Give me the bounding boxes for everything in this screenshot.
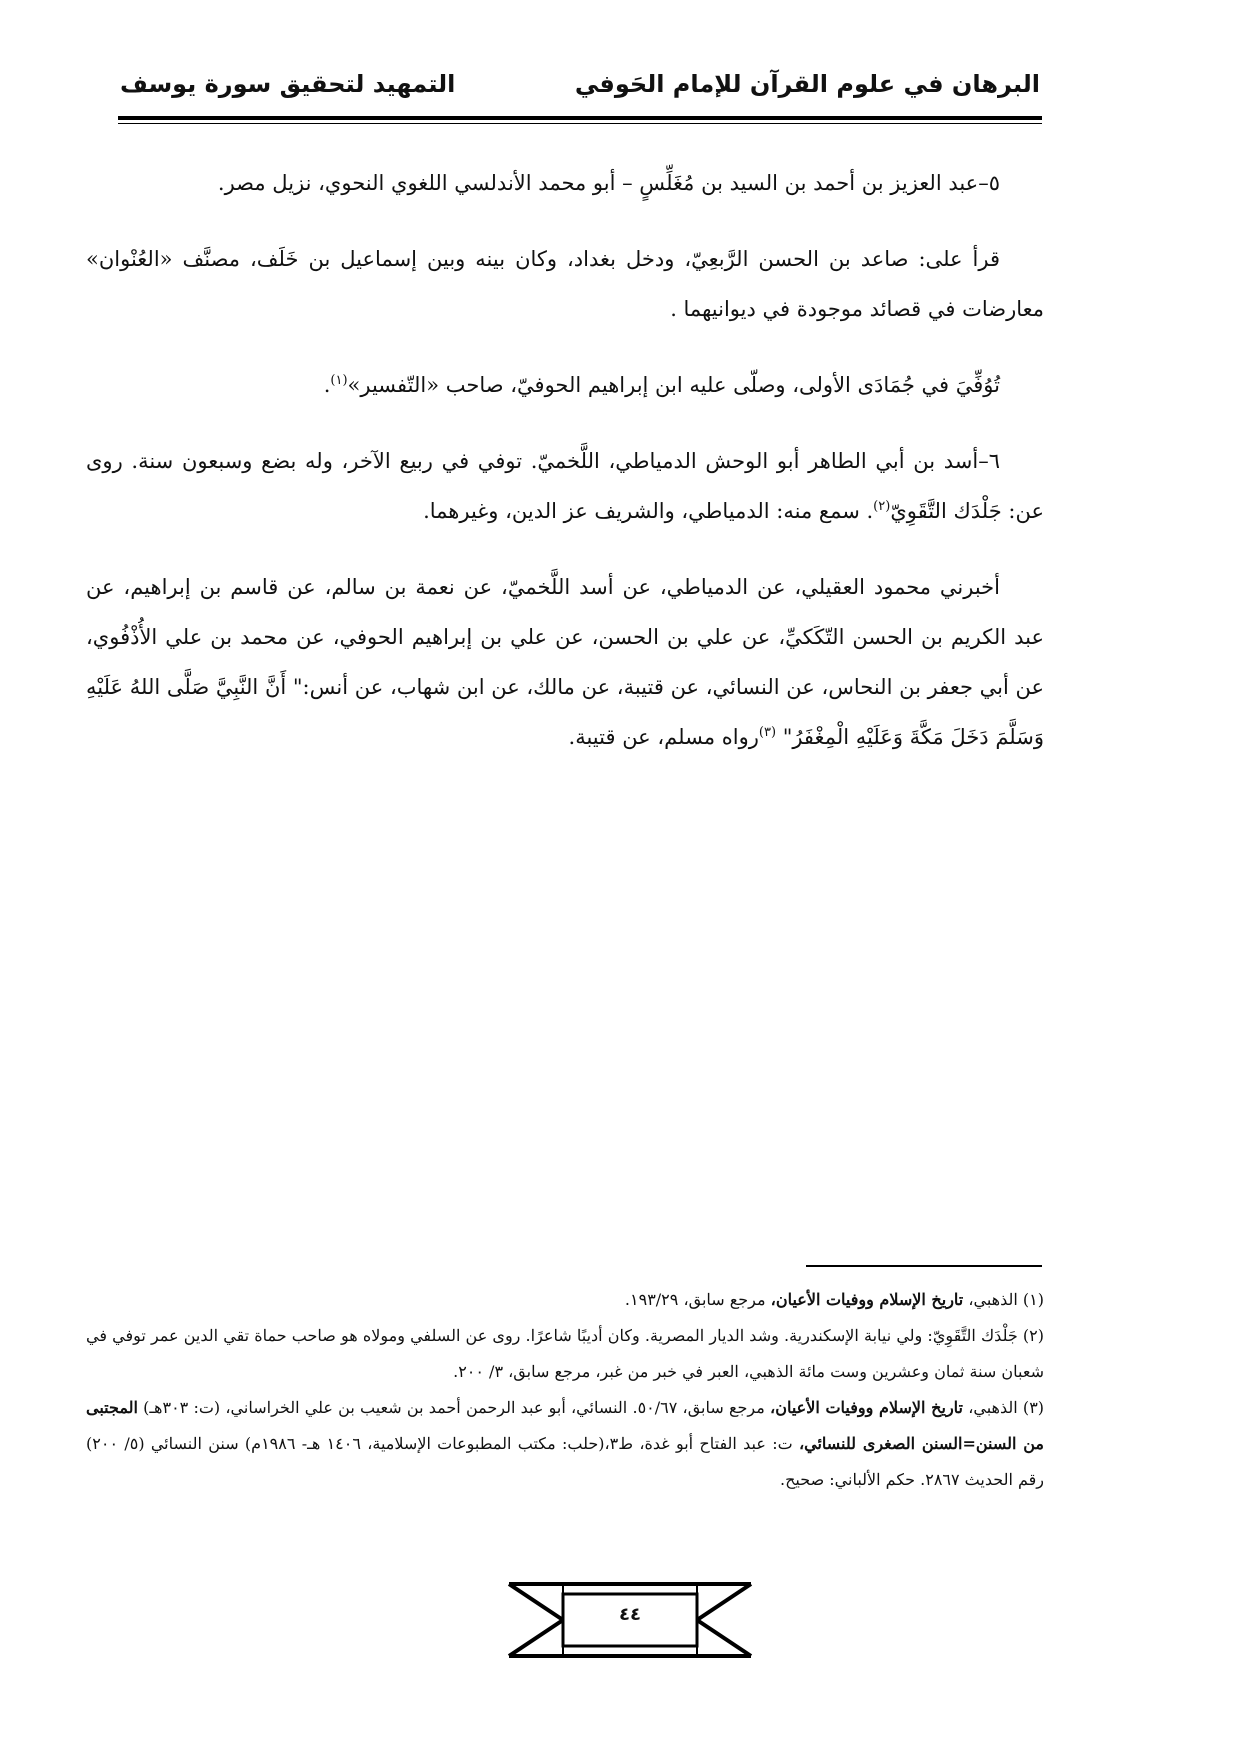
footnote-3 [86, 1390, 1044, 1498]
paragraph-3 [86, 360, 1044, 410]
running-header [120, 70, 1040, 110]
paragraph-4-end: . سمع منه: الدمياطي، والشريف عز الدين، وغيرهما. [423, 499, 874, 523]
footnote-3-title-2: المجتبى من السنن=السنن الصغرى للنسائي، [86, 1398, 1044, 1453]
footnote-ref-1[interactable]: (١) [330, 373, 348, 388]
page-number: ٤٤ [619, 1604, 641, 1625]
footnote-separator [806, 1265, 1042, 1267]
footnote-1 [86, 1282, 1044, 1318]
chapter-title: التمهيد لتحقيق سورة يوسف [120, 70, 456, 98]
header-rule-thick [118, 116, 1042, 120]
footnote-3-title: تاريخ الإسلام ووفيات الأعيان، [770, 1398, 964, 1417]
footnote-1-a: (١) الذهبي، [963, 1290, 1044, 1309]
footnote-2: (٢) جَلْدَك التَّقَوِيّ: ولي نيابة الإسكندرية. وشد الديار المصرية. وكان أديبًا شاعرًا. روى عن السلفي ومولاه هو صاحب حماة تقي الدين عمر توفي في شعبان سنة ثمان وعشرين وست مائة الذهبي، العبر في خبر من غبر، مرجع سابق، ٣/ ٢٠٠. [86, 1326, 1044, 1381]
footnote-3-c: مرجع سابق، ٥٠/٦٧. النسائي، أبو عبد الرحمن أحمد بن شعيب بن علي الخراساني، (ت: ٣٠٣هـ) [137, 1398, 771, 1417]
paragraph-3-end: . [323, 373, 331, 397]
paragraph-1: ٥–عبد العزيز بن أحمد بن السيد بن مُغَلِّسٍ – أبو محمد الأندلسي اللغوي النحوي، نزيل مصر. [217, 171, 1000, 195]
footnote-ref-2[interactable]: (٢) [873, 499, 891, 514]
footnote-ref-3[interactable]: (٣) [758, 725, 777, 740]
book-title: البرهان في علوم القرآن للإمام الحَوفي [574, 70, 1040, 98]
paragraph-2: قرأ على: صاعد بن الحسن الرَّبعِيّ، ودخل بغداد، وكان بينه وبين إسماعيل بن خَلَف، مصنَّف «العُنْوان» معارضات في قصائد موجودة في ديوانيهما . [86, 247, 1044, 321]
main-text [86, 158, 1044, 788]
footnote-3-e: ت: عبد الفتاح أبو غدة، ط٣،(حلب: مكتب المطبوعات الإسلامية، ١٤٠٦ هـ- ١٩٨٦م) سنن النسائي (٥/ ٢٠٠) رقم الحديث ٢٨٦٧. حكم الألباني: صحيح. [86, 1434, 1044, 1489]
paragraph-5-end: رواه مسلم، عن قتيبة. [568, 725, 759, 749]
footnote-1-c: مرجع سابق، ١٩٣/٢٩. [624, 1290, 771, 1309]
footnotes [86, 1282, 1044, 1498]
header-rule-thin [118, 123, 1042, 124]
paragraph-5-text: أخبرني محمود العقيلي، عن الدمياطي، عن أسد اللَّخميّ، عن نعمة بن سالم، عن قاسم بن إبراهيم، عن عبد الكريم بن الحسن التّكَكيِّ، عن علي بن الحسن، عن علي بن إبراهيم الحوفي، عن محمد بن علي الأُذْفُوي، عن أبي جعفر بن النحاس، عن النسائي، عن قتيبة، عن مالك، عن ابن شهاب، عن أنس:" أَنَّ النَّبِيَّ صَلَّى اللهُ عَلَيْهِ وَسَلَّمَ دَخَلَ مَكَّةَ وَعَلَيْهِ الْمِغْفَرُ" [86, 575, 1044, 749]
page-number-ornament [505, 1580, 755, 1660]
paragraph-4-text: ٦–أسد بن أبي الطاهر أبو الوحش الدمياطي، اللَّخميّ. توفي في ربيع الآخر، وله بضع وسبعون سنة. روى عن: جَلْدَك التَّقَوِيّ [86, 449, 1044, 523]
paragraph-3-text: تُوُفِّيَ في جُمَادَى الأولى، وصلّى عليه ابن إبراهيم الحوفيّ، صاحب «التّفسير» [347, 373, 1000, 397]
paragraph-5 [86, 562, 1044, 762]
footnote-3-a: (٣) الذهبي، [963, 1398, 1045, 1417]
paragraph-4 [86, 436, 1044, 536]
footnote-1-title: تاريخ الإسلام ووفيات الأعيان، [770, 1290, 964, 1309]
